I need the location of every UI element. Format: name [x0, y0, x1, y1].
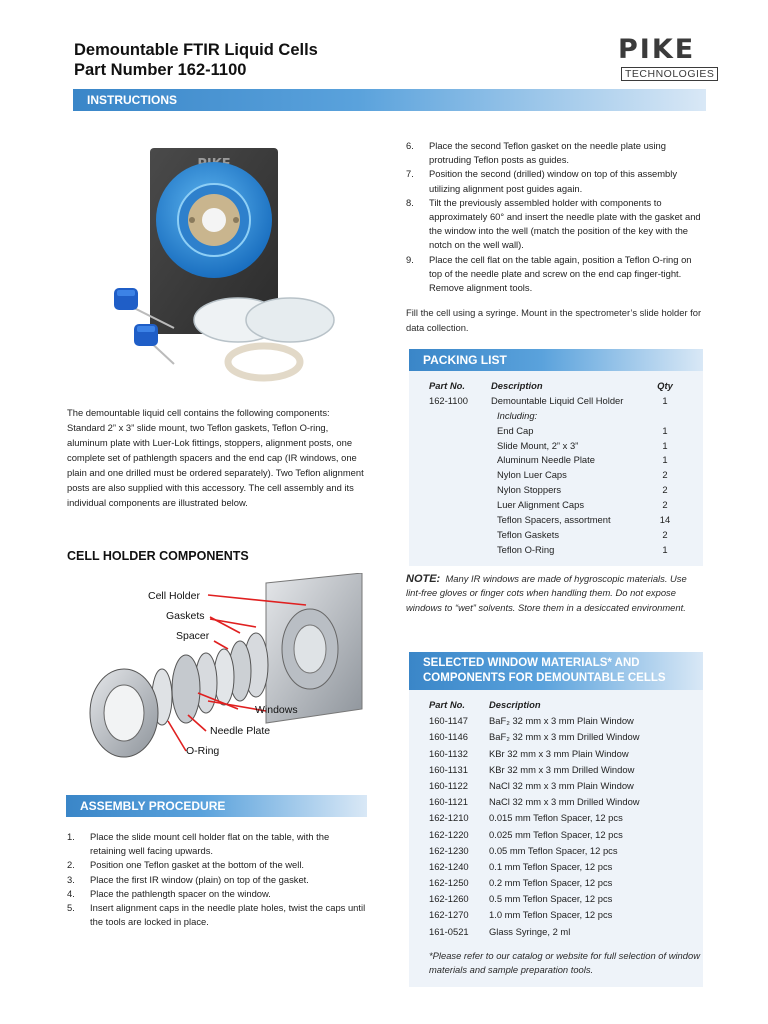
table-row: Teflon Spacers, assortment 14	[497, 514, 671, 526]
table-row: Nylon Stoppers 2	[497, 484, 668, 496]
window-materials-heading: SELECTED WINDOW MATERIALS* AND COMPONENTS FOR DEMOUNTABLE CELLS	[409, 652, 703, 690]
table-row: Aluminum Needle Plate 1	[497, 454, 668, 466]
catalog-footnote: *Please refer to our catalog or website for full selection of window materials and sample preparation tools.	[429, 950, 700, 976]
table-row: 160-1121 NaCl 32 mm x 3 mm Drilled Window	[429, 796, 640, 808]
table-header-row: Part No. Description Qty	[429, 380, 673, 391]
table-row: 162-1260 0.5 mm Teflon Spacer, 12 pcs	[429, 893, 613, 905]
assembly-step: 5. Insert alignment caps in the needle plate holes, twist the caps until the tools are locked in place.	[67, 902, 366, 928]
packing-list-table	[429, 380, 685, 559]
table-row: 160-1131 KBr 32 mm x 3 mm Drilled Window	[429, 763, 635, 775]
label-gaskets: Gaskets	[166, 610, 205, 622]
assembly-step: 3. Place the first IR window (plain) on top of the gasket.	[67, 873, 309, 885]
assembly-step: 6. Place the second Teflon gasket on the needle plate using protruding Teflon posts as guides.	[406, 140, 666, 166]
cell-holder-heading: CELL HOLDER COMPONENTS	[67, 549, 249, 563]
logo-subtitle: TECHNOLOGIES	[621, 67, 718, 81]
table-row: 162-1230 0.05 mm Teflon Spacer, 12 pcs	[429, 844, 618, 856]
label-spacer: Spacer	[176, 630, 210, 642]
title-line-2: Part Number 162-1100	[74, 61, 247, 79]
table-row: Nylon Luer Caps 2	[497, 469, 668, 481]
assembly-step: 1. Place the slide mount cell holder flat on the table, with the retaining well facing upwards.	[67, 831, 330, 857]
table-row: Teflon O-Ring 1	[497, 543, 668, 555]
title-line-1: Demountable FTIR Liquid Cells	[74, 41, 318, 59]
o-ring-photo	[228, 346, 300, 378]
page-title	[74, 40, 318, 80]
assembly-heading: ASSEMBLY PROCEDURE	[66, 795, 367, 817]
table-row: 160-1122 NaCl 32 mm x 3 mm Plain Window	[429, 779, 634, 791]
window-materials-table	[429, 699, 689, 942]
fill-instructions: Fill the cell using a syringe. Mount in the spectrometer’s slide holder for data collection.	[406, 307, 702, 333]
table-header-row: Part No. Description	[429, 699, 541, 710]
continued-steps-list	[406, 139, 702, 295]
table-row: 162-1100 Demountable Liquid Cell Holder 1	[429, 394, 668, 406]
label-windows: Windows	[255, 704, 298, 716]
table-row: 162-1250 0.2 mm Teflon Spacer, 12 pcs	[429, 877, 613, 889]
table-row: 162-1270 1.0 mm Teflon Spacer, 12 pcs	[429, 909, 613, 921]
pike-logo	[618, 34, 715, 82]
assembly-step: 8. Tilt the previously assembled holder with components to approximately 60° and insert the needle plate with the gasket and the window into the well (match the position of the key with the notch on the well wall).	[406, 196, 701, 251]
assembly-steps-list	[67, 830, 367, 929]
table-row: 162-1240 0.1 mm Teflon Spacer, 12 pcs	[429, 860, 613, 872]
table-row: Teflon Gaskets 2	[497, 528, 668, 540]
table-row: End Cap 1	[497, 424, 668, 436]
logo-word: PIKE	[618, 34, 696, 65]
table-row: Including:	[497, 409, 538, 421]
instructions-heading: INSTRUCTIONS	[73, 89, 706, 111]
note-label: NOTE:	[406, 573, 441, 585]
intro-paragraph: The demountable liquid cell contains the following components: Standard 2” x 3” slide mount, two Teflon gaskets, Teflon O-ring, aluminum plate with Luer-Lok fittings, stoppers, alignment posts, one complete set of pathlength spacers and the end cap (IR windows, one plain and one drilled must be ordered separately). Two Teflon alignment posts are also supplied with this accessory. The cell assembly and its individual components are illustrated below.	[67, 407, 364, 508]
assembly-step: 9. Place the cell flat on the table again, position a Teflon O-ring on top of the needle plate and screw on the end cap finger-tight. Remove alignment tools.	[406, 253, 692, 294]
hygroscopic-note	[406, 572, 702, 615]
window-disc-2	[246, 298, 334, 342]
table-row: Slide Mount, 2” x 3” 1	[497, 439, 668, 451]
table-row: Luer Alignment Caps 2	[497, 499, 668, 511]
assembly-step: 7. Position the second (drilled) window on top of this assembly utilizing alignment post guides again.	[406, 168, 678, 194]
assembly-step: 4. Place the pathlength spacer on the window.	[67, 887, 271, 899]
label-cell-holder: Cell Holder	[148, 590, 200, 602]
packing-list-heading: PACKING LIST	[409, 349, 703, 371]
table-row: 161-0521 Glass Syringe, 2 ml	[429, 925, 571, 937]
table-row: 162-1210 0.015 mm Teflon Spacer, 12 pcs	[429, 812, 623, 824]
product-photo	[108, 142, 364, 384]
table-row: 160-1147 BaF₂ 32 mm x 3 mm Plain Window	[429, 715, 634, 727]
assembly-step: 2. Position one Teflon gasket at the bottom of the well.	[67, 859, 305, 871]
table-row: 160-1146 BaF₂ 32 mm x 3 mm Drilled Window	[429, 731, 640, 743]
label-o-ring: O-Ring	[186, 745, 220, 757]
note-text: Many IR windows are made of hygroscopic materials. Use lint-free gloves or finger cots when handling them. Do not expose windows to “wet” solvents. Store them in a desiccated environment.	[406, 573, 687, 613]
table-row: 162-1220 0.025 mm Teflon Spacer, 12 pcs	[429, 828, 623, 840]
label-needle-plate: Needle Plate	[210, 725, 271, 737]
table-row: 160-1132 KBr 32 mm x 3 mm Plain Window	[429, 747, 629, 759]
